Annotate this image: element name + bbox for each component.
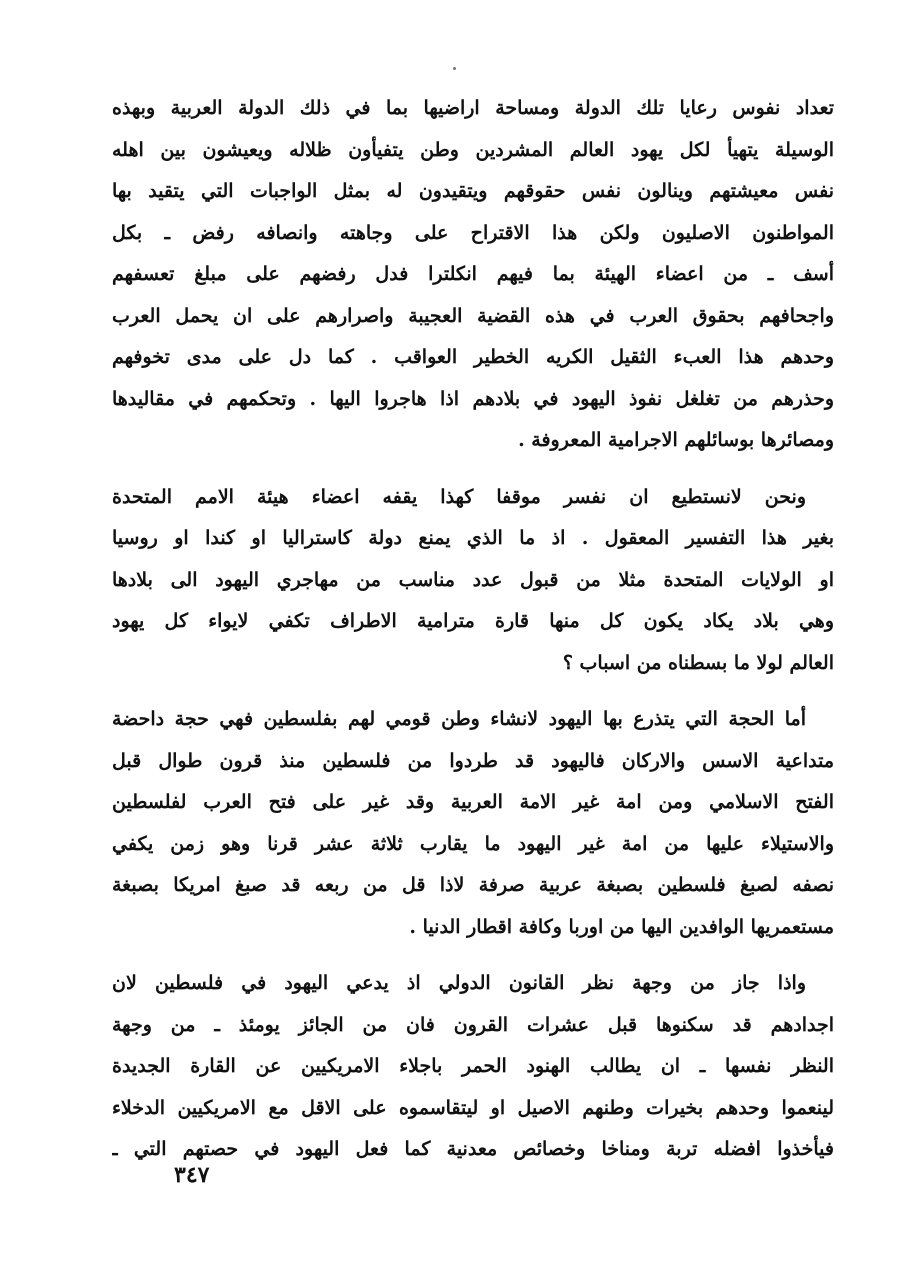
- text-line: ونحن لانستطيع ان نفسر موقفا كهذا يقفه اعضاء هيئة الامم المتحدة: [112, 485, 806, 508]
- text-line: أسف ـ من اعضاء الهيئة بما فيهم انكلترا فدل رفضهم على مبلغ تعسفهم: [112, 263, 834, 285]
- text-line: والاستيلاء عليها من امة غير اليهود ما يقارب ثلاثة عشر قرنا وهو زمن يكفي: [112, 832, 834, 855]
- text-line: الوسيلة يتهيأ لكل يهود العالم المشردين وطن يتفيأون ظلاله ويعيشون بين اهله: [112, 138, 834, 161]
- text-line: أما الحجة التي يتذرع بها اليهود لانشاء وطن قومي لهم بفلسطين فهي حجة داحضة: [112, 708, 806, 730]
- text-line: بغير هذا التفسير المعقول . اذ ما الذي يمنع دولة كاستراليا او كندا او روسيا: [112, 527, 834, 549]
- text-line: نفس معيشتهم وينالون نفس حقوقهم ويتقيدون له بمثل الواجبات التي يتقيد بها: [112, 180, 834, 202]
- text-line: العالم لولا ما بسطناه من اسباب ؟: [562, 651, 834, 674]
- text-line: المواطنون الاصليون ولكن هذا الاقتراح على وجاهته وانصافه رفض ـ بكل: [112, 221, 834, 244]
- text-line: واجحافهم بحقوق العرب في هذه القضية العجيبة واصرارهم على ان يحمل العرب: [112, 304, 834, 327]
- text-line: الفتح الاسلامي ومن امة غير الامة العربية وقد غير على فتح العرب لفلسطين: [112, 791, 834, 813]
- text-line: ومصائرها بوسائلهم الاجرامية المعروفة .: [518, 429, 834, 451]
- text-line: تعداد نفوس رعايا تلك الدولة ومساحة اراضيها بما في ذلك الدولة العربية وبهذه: [112, 97, 834, 119]
- text-line: النظر نفسها ـ ان يطالب الهنود الحمر باجلاء الامريكيين عن القارة الجديدة: [112, 1055, 834, 1077]
- text-line: وحدهم هذا العبء الثقيل الكريه الخطير العواقب . كما دل على مدى تخوفهم: [112, 346, 834, 368]
- text-line: متداعية الاسس والاركان فاليهود قد طردوا من فلسطين منذ قرون طوال قبل: [112, 749, 834, 772]
- text-line: اجدادهم قد سكنوها قبل عشرات القرون فان من الجائز يومئذ ـ من وجهة: [112, 1013, 834, 1036]
- paragraph-4: [112, 963, 834, 1171]
- text-line: نصفه لصبغ فلسطين بصبغة عربية صرفة لاذا قل من ربعه قد صبغ امريكا بصبغة: [112, 874, 834, 896]
- text-line: وحذرهم من تغلغل نفوذ اليهود في بلادهم اذا هاجروا اليها . وتحكمهم في مقاليدها: [112, 387, 834, 410]
- text-line: او الولايات المتحدة مثلا من قبول عدد مناسب من مهاجري اليهود الى بلادها: [112, 568, 834, 591]
- text-line: واذا جاز من وجهة نظر القانون الدولي اذ يدعي اليهود في فلسطين لان: [112, 972, 806, 994]
- body-text: [112, 88, 834, 1171]
- scan-speck: [453, 67, 456, 70]
- paragraph-1: [112, 88, 834, 462]
- text-line: وهي بلاد يكاد يكون كل منها قارة مترامية الاطراف تكفي لايواء كل يهود: [112, 610, 834, 632]
- text-line: لينعموا وحدهم بخيرات وطنهم الاصيل او ليتقاسموه على الاقل مع الامريكيين الدخلاء: [112, 1096, 834, 1119]
- text-line: فيأخذوا افضله تربة ومناخا وخصائص معدنية كما فعل اليهود في حصتهم التي ـ: [112, 1138, 834, 1160]
- text-line: مستعمريها الوافدين اليها من اوربا وكافة اقطار الدنيا .: [409, 915, 834, 938]
- paragraph-3: [112, 699, 834, 948]
- paragraph-2: [112, 477, 834, 685]
- page-number: ٣٤٧: [174, 1162, 210, 1188]
